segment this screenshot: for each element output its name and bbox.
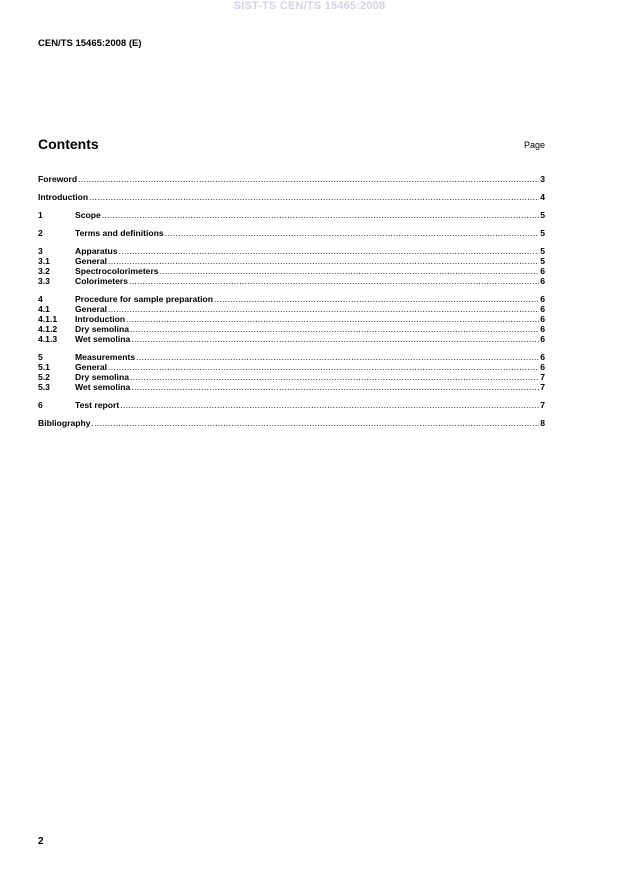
document-id: CEN/TS 15465:2008 (E) [38, 38, 142, 49]
toc-entry-title: General [75, 362, 108, 373]
toc-entry-page: 5 [540, 228, 545, 238]
toc-entry-apparatus[interactable] [38, 246, 545, 256]
toc-entry-scope[interactable] [38, 210, 545, 220]
toc-entry-4-1[interactable] [38, 304, 545, 314]
toc-entry-page: 6 [540, 362, 545, 373]
toc-leader-dots [108, 256, 539, 266]
toc-entry-page: 7 [540, 382, 545, 393]
toc-entry-measurements[interactable] [38, 352, 545, 362]
toc-entry-page: 7 [540, 400, 545, 411]
toc-entry-page: 5 [540, 256, 545, 267]
toc-entry-page: 6 [540, 304, 545, 315]
toc-leader-dots [136, 352, 539, 362]
toc-leader-dots [78, 174, 539, 184]
toc-entry-page: 6 [540, 334, 545, 345]
toc-entry-title: Procedure for sample preparation [75, 294, 214, 305]
toc-entry-3-3[interactable] [38, 276, 545, 286]
toc-leader-dots [102, 210, 539, 220]
toc-entry-5-1[interactable] [38, 362, 545, 372]
toc-entry-title: Scope [75, 210, 101, 220]
toc-entry-title: Measurements [75, 352, 136, 363]
toc-entry-title: Wet semolina [75, 382, 131, 393]
toc-entry-title: Wet semolina [75, 334, 131, 345]
toc-entry-number: 3 [38, 246, 43, 257]
toc-leader-dots [129, 276, 539, 286]
toc-leader-dots [120, 400, 539, 410]
toc-entry-page: 7 [540, 372, 545, 383]
toc-entry-4-1-1[interactable] [38, 314, 545, 324]
toc-entry-number: 2 [38, 228, 43, 238]
toc-entry-test-report[interactable] [38, 400, 545, 410]
toc-leader-dots [108, 362, 539, 372]
toc-entry-number: 4.1.2 [38, 324, 58, 335]
toc-entry-title: Introduction [38, 192, 89, 202]
toc-entry-page: 3 [540, 174, 545, 184]
toc-entry-number: 5.3 [38, 382, 50, 393]
toc-entry-page: 5 [540, 210, 545, 220]
toc-entry-title: Terms and definitions [75, 228, 164, 238]
toc-leader-dots [160, 266, 540, 276]
toc-leader-dots [131, 382, 539, 392]
toc-entry-number: 5.2 [38, 372, 50, 383]
toc-leader-dots [108, 304, 539, 314]
toc-entry-page: 6 [540, 314, 545, 325]
toc-entry-number: 4 [38, 294, 43, 305]
toc-entry-page: 6 [540, 352, 545, 363]
toc-entry-title: Foreword [38, 174, 78, 184]
toc-entry-5-3[interactable] [38, 382, 545, 392]
contents-heading: Contents [38, 136, 99, 152]
toc-leader-dots [130, 324, 539, 334]
toc-entry-3-1[interactable] [38, 256, 545, 266]
toc-entry-page: 4 [540, 192, 545, 202]
toc-leader-dots [214, 294, 539, 304]
toc-entry-number: 6 [38, 400, 43, 411]
toc-entry-number: 1 [38, 210, 43, 220]
table-of-contents [38, 174, 545, 428]
toc-entry-4-1-2[interactable] [38, 324, 545, 334]
toc-entry-number: 4.1.1 [38, 314, 58, 325]
toc-entry-title: Dry semolina [75, 324, 129, 335]
toc-entry-title: Bibliography [38, 418, 91, 429]
page-column-label: Page [523, 140, 545, 150]
toc-entry-number: 3.1 [38, 256, 50, 267]
toc-entry-bibliography[interactable] [38, 418, 545, 428]
toc-entry-introduction[interactable] [38, 192, 545, 202]
toc-leader-dots [92, 418, 540, 428]
toc-entry-title: Test report [75, 400, 120, 411]
toc-entry-page: 8 [540, 418, 545, 429]
toc-entry-terms[interactable] [38, 228, 545, 238]
toc-entry-procedure[interactable] [38, 294, 545, 304]
toc-entry-number: 4.1 [38, 304, 50, 315]
watermark: SIST-TS CEN/TS 15465:2008 [233, 0, 386, 12]
toc-entry-title: General [75, 304, 108, 315]
toc-entry-3-2[interactable] [38, 266, 545, 276]
toc-leader-dots [126, 314, 539, 324]
toc-entry-number: 3.3 [38, 276, 50, 287]
toc-entry-number: 3.2 [38, 266, 50, 277]
toc-leader-dots [131, 334, 539, 344]
toc-entry-title: Introduction [75, 314, 126, 325]
toc-entry-title: Spectrocolorimeters [75, 266, 159, 277]
toc-entry-number: 4.1.3 [38, 334, 58, 345]
toc-entry-title: Apparatus [75, 246, 118, 257]
toc-entry-5-2[interactable] [38, 372, 545, 382]
toc-entry-title: Colorimeters [75, 276, 129, 287]
toc-entry-page: 6 [540, 266, 545, 277]
toc-entry-page: 6 [540, 276, 545, 287]
toc-entry-foreword[interactable] [38, 174, 545, 184]
page-number: 2 [38, 836, 44, 847]
toc-entry-4-1-3[interactable] [38, 334, 545, 344]
toc-entry-number: 5 [38, 352, 43, 363]
toc-entry-title: Dry semolina [75, 372, 129, 383]
toc-entry-number: 5.1 [38, 362, 50, 373]
toc-entry-page: 6 [540, 324, 545, 335]
toc-leader-dots [130, 372, 539, 382]
toc-entry-page: 6 [540, 294, 545, 305]
toc-leader-dots [165, 228, 540, 238]
toc-leader-dots [89, 192, 539, 202]
toc-entry-page: 5 [540, 246, 545, 257]
toc-entry-title: General [75, 256, 108, 267]
toc-leader-dots [119, 246, 540, 256]
